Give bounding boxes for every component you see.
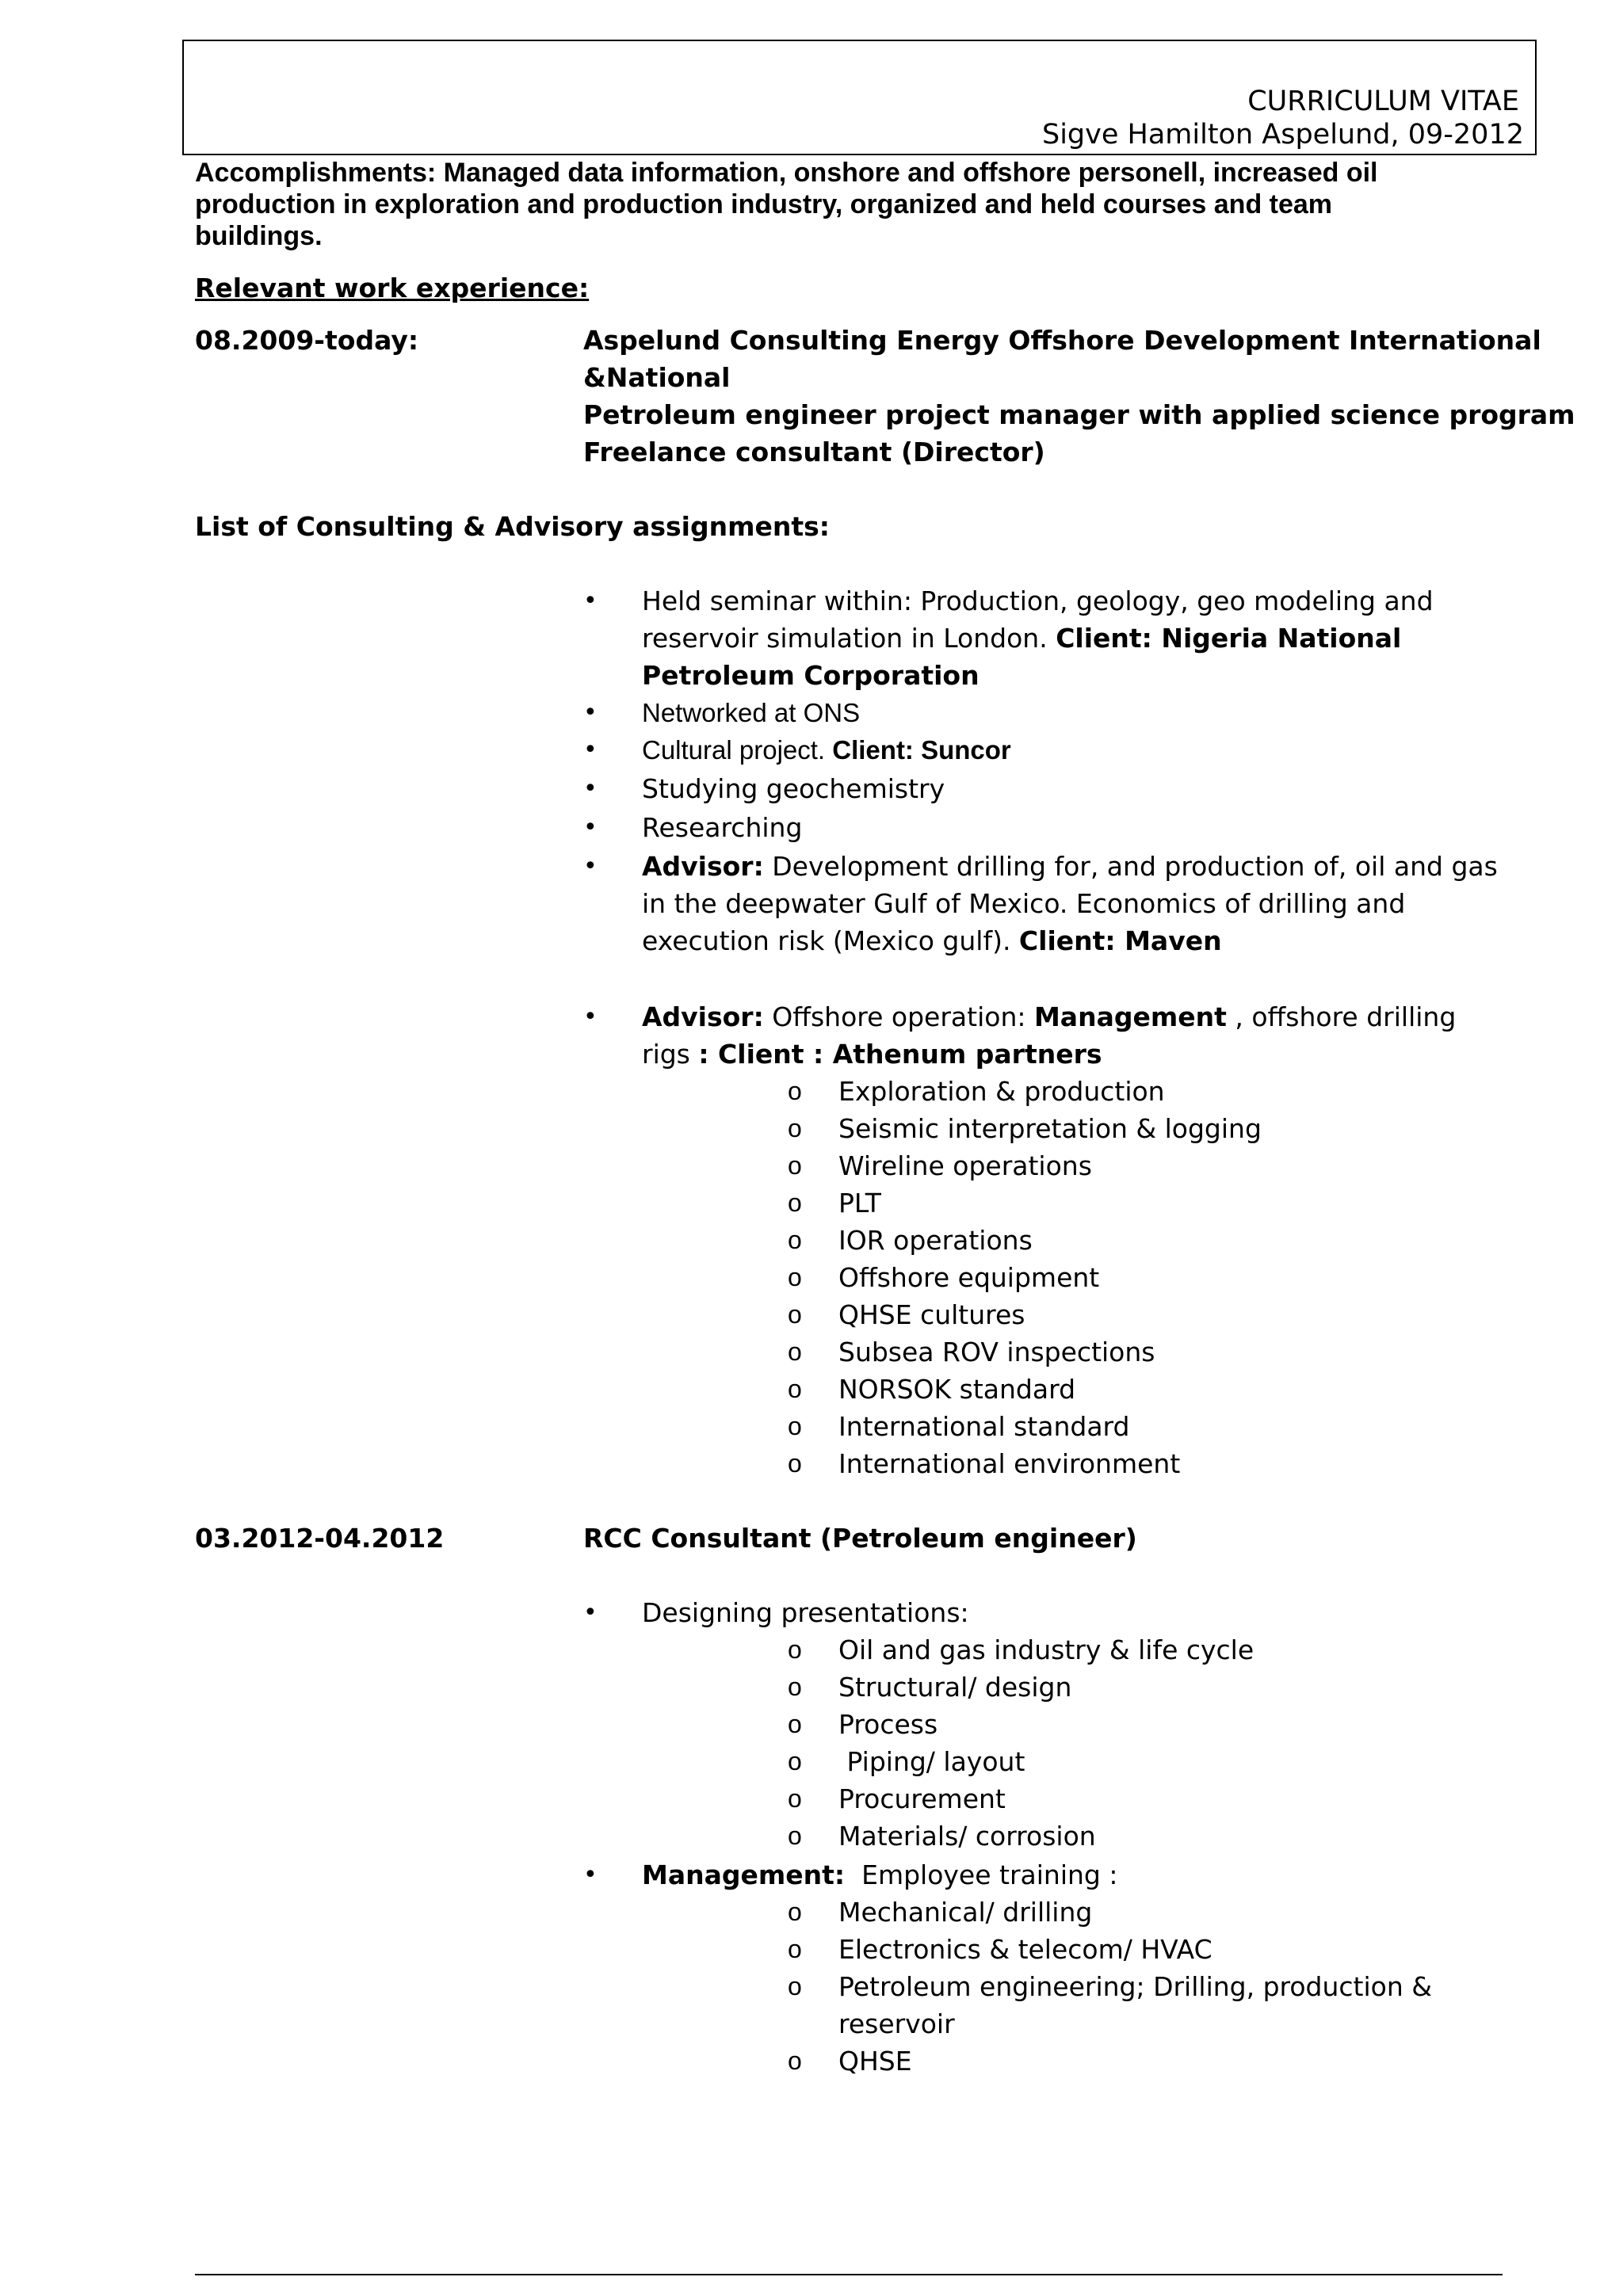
- bullet-marker: •: [583, 736, 598, 764]
- section-heading: Relevant work experience:: [195, 273, 590, 303]
- rigs-text: rigs: [642, 1039, 699, 1070]
- sub-item: QHSE cultures: [838, 1299, 1025, 1330]
- cv-author-date: Sigve Hamilton Aspelund, 09-2012: [1041, 119, 1524, 151]
- advisor-label: Advisor:: [642, 1001, 764, 1032]
- job1-company: Aspelund Consulting Energy Offshore Development International: [583, 325, 1541, 356]
- bullet-marker: •: [583, 699, 598, 727]
- sub-item: Materials/ corrosion: [838, 1821, 1096, 1852]
- sub-item: Mechanical/ drilling: [838, 1897, 1093, 1928]
- assignment-seminar: Held seminar within: Production, geology, geo modeling and: [642, 585, 1434, 616]
- sub-bullet-marker: o: [788, 1226, 802, 1254]
- sub-bullet-marker: o: [788, 1375, 802, 1403]
- sub-bullet-marker: o: [788, 1300, 802, 1329]
- footer-rule: [195, 2274, 1503, 2275]
- sub-item: Seismic interpretation & logging: [838, 1113, 1262, 1144]
- sub-bullet-marker: o: [788, 1412, 802, 1440]
- sub-item: Piping/ layout: [838, 1746, 1025, 1777]
- sub-item: Procurement: [838, 1783, 1006, 1814]
- advisor-gulf-text: Development drilling for, and production of, oil and gas: [763, 851, 1498, 882]
- assignment-advisor-offshore: [642, 998, 1456, 1035]
- cv-title: CURRICULUM VITAE: [1247, 86, 1519, 117]
- advisor-offshore-cont: [642, 1035, 1102, 1073]
- sub-item: QHSE: [838, 2046, 912, 2077]
- sub-bullet-marker: o: [788, 1077, 802, 1105]
- sub-item: Petroleum engineering; Drilling, production &: [838, 1971, 1432, 2002]
- cultural-client: Client: Suncor: [832, 735, 1011, 765]
- job2-title: RCC Consultant (Petroleum engineer): [583, 1523, 1137, 1554]
- sub-bullet-marker: o: [788, 1449, 802, 1478]
- management-label: Management: [1033, 1001, 1227, 1032]
- header-box: [182, 40, 1537, 155]
- advisor-gulf-cont: in the deepwater Gulf of Mexico. Economics of drilling and: [642, 888, 1406, 919]
- cultural-project: Cultural project.: [642, 735, 833, 765]
- sub-item: Electronics & telecom/ HVAC: [838, 1934, 1212, 1965]
- sub-item: Oil and gas industry & life cycle: [838, 1634, 1254, 1665]
- bullet-marker: •: [583, 1003, 598, 1031]
- assignment-advisor-gulf: [642, 848, 1498, 885]
- offshore-drilling: , offshore drilling: [1226, 1001, 1457, 1032]
- bullet-marker: •: [583, 1599, 598, 1627]
- sub-item: NORSOK standard: [838, 1374, 1076, 1405]
- seminar-client-cont: Petroleum Corporation: [642, 660, 980, 691]
- assignment-cultural: [642, 731, 1011, 769]
- assignment-seminar-cont: [642, 620, 1401, 657]
- management-training: [642, 1856, 1117, 1894]
- sub-item: PLT: [838, 1188, 881, 1219]
- bullet-marker: •: [583, 814, 598, 841]
- sub-bullet-marker: o: [788, 1897, 802, 1926]
- assignment-ons: Networked at ONS: [642, 698, 861, 727]
- sub-bullet-marker: o: [788, 1710, 802, 1738]
- sub-item: Structural/ design: [838, 1672, 1072, 1703]
- sub-item: Exploration & production: [838, 1076, 1165, 1107]
- bullet-marker: •: [583, 1861, 598, 1889]
- seminar-location: reservoir simulation in London.: [642, 623, 1056, 654]
- sub-bullet-marker: o: [788, 1747, 802, 1775]
- sub-bullet-marker: o: [788, 1114, 802, 1142]
- sub-bullet-marker: o: [788, 1935, 802, 1963]
- advisor-label: Advisor:: [642, 851, 764, 882]
- assignment-geochemistry: Studying geochemistry: [642, 773, 945, 804]
- sub-item: IOR operations: [838, 1225, 1033, 1256]
- job1-role: Petroleum engineer project manager with applied science program: [583, 399, 1575, 430]
- bullet-marker: •: [583, 852, 598, 880]
- sub-item-cont: reservoir: [838, 2008, 955, 2039]
- sub-item: Process: [838, 1709, 938, 1740]
- employee-training: Employee training :: [845, 1859, 1118, 1890]
- designing-presentations: Designing presentations:: [642, 1597, 969, 1628]
- athenum-client: : Client : Athenum partners: [698, 1039, 1102, 1070]
- sub-item: Wireline operations: [838, 1150, 1092, 1181]
- sub-item: International environment: [838, 1448, 1181, 1479]
- advisor-gulf-end: [642, 922, 1222, 959]
- accomplishments-text: Accomplishments: Managed data information, onshore and offshore personell, increased oil production in exploration and production industry, organized and held courses and team buildings.: [195, 158, 1378, 251]
- sub-bullet-marker: o: [788, 1263, 802, 1291]
- assignments-heading: List of Consulting & Advisory assignments:: [195, 511, 830, 542]
- sub-bullet-marker: o: [788, 1784, 802, 1813]
- job1-position: Freelance consultant (Director): [583, 437, 1045, 467]
- sub-bullet-marker: o: [788, 1972, 802, 2000]
- sub-bullet-marker: o: [788, 2046, 802, 2075]
- assignment-researching: Researching: [642, 812, 803, 843]
- sub-bullet-marker: o: [788, 1672, 802, 1701]
- job1-date: 08.2009-today:: [195, 325, 419, 356]
- advisor-gulf-client: Client: Maven: [1018, 925, 1222, 956]
- offshore-operation: Offshore operation:: [763, 1001, 1034, 1032]
- seminar-client: Client: Nigeria National: [1056, 623, 1402, 654]
- sub-item: Offshore equipment: [838, 1262, 1100, 1293]
- job2-date: 03.2012-04.2012: [195, 1523, 445, 1554]
- bullet-marker: •: [583, 775, 598, 803]
- management-label: Management:: [642, 1859, 846, 1890]
- sub-bullet-marker: o: [788, 1188, 802, 1217]
- sub-bullet-marker: o: [788, 1151, 802, 1180]
- advisor-gulf-risk: execution risk (Mexico gulf).: [642, 925, 1019, 956]
- sub-bullet-marker: o: [788, 1635, 802, 1664]
- sub-bullet-marker: o: [788, 1337, 802, 1366]
- job1-company-cont: &National: [583, 362, 731, 393]
- sub-bullet-marker: o: [788, 1821, 802, 1850]
- sub-item: Subsea ROV inspections: [838, 1337, 1155, 1367]
- sub-item: International standard: [838, 1411, 1130, 1442]
- bullet-marker: •: [583, 587, 598, 615]
